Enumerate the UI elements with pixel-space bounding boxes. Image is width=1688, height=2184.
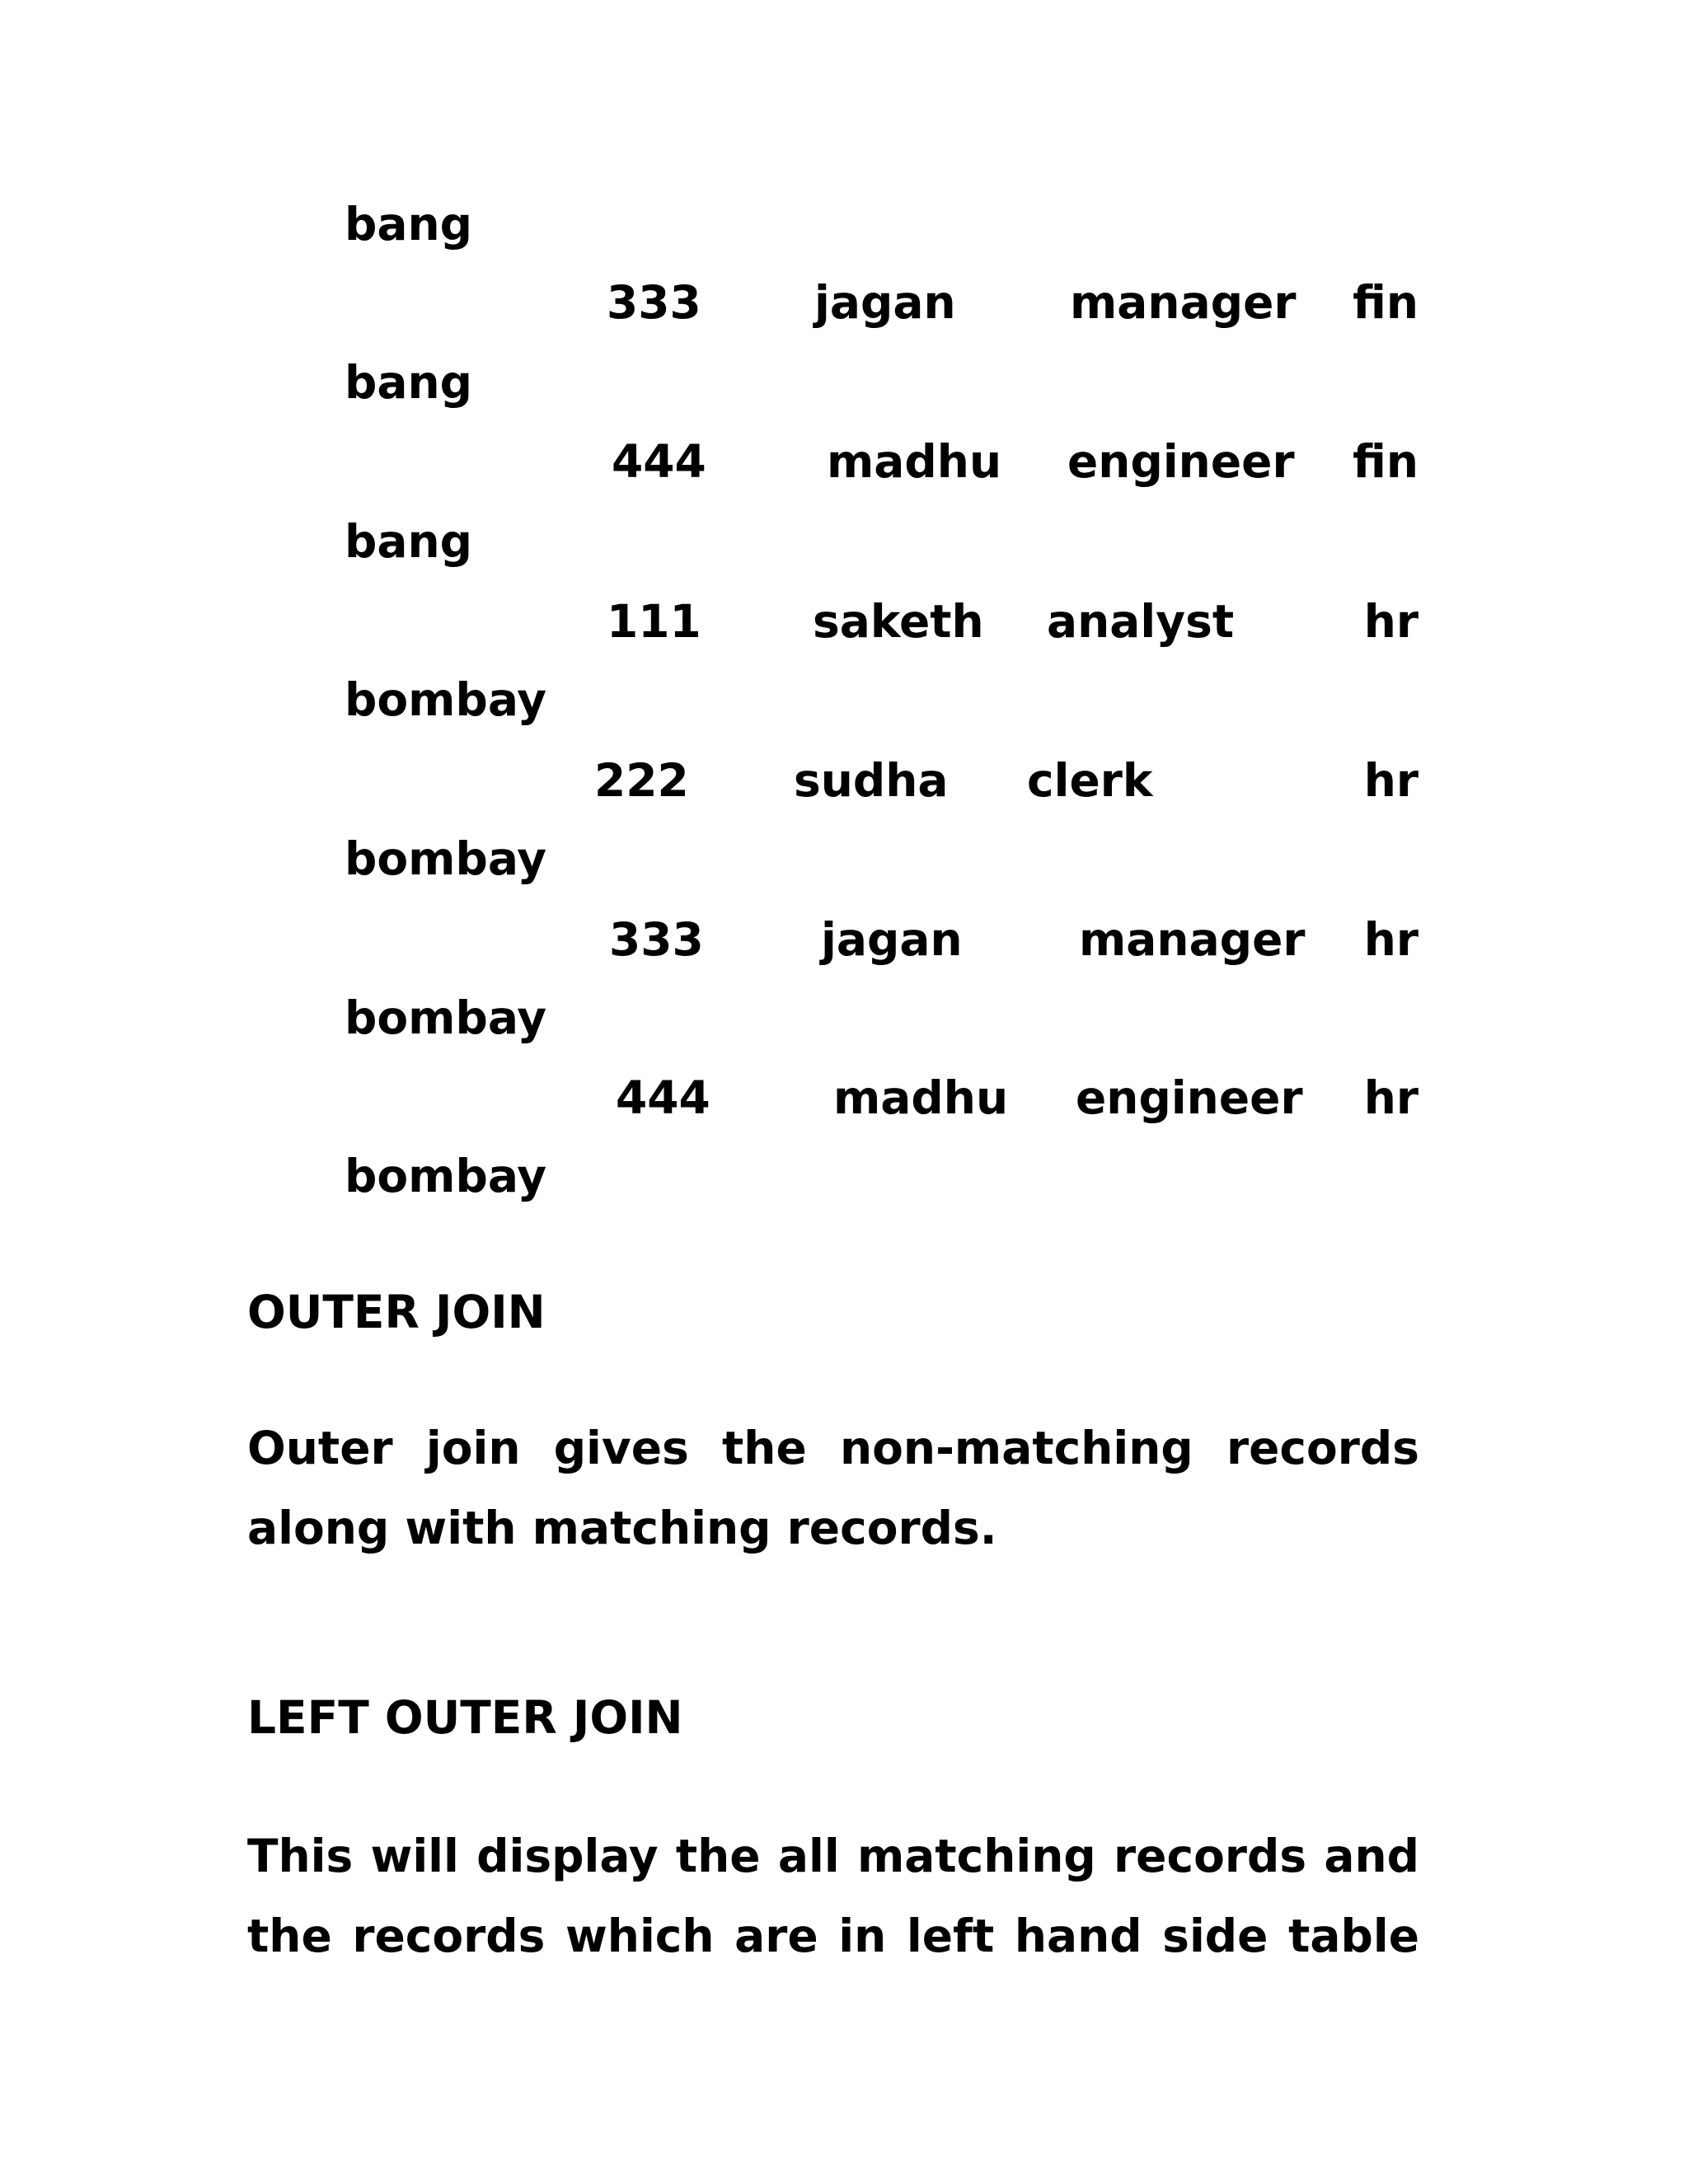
cell-city: bang xyxy=(345,356,473,409)
cell-city: bombay xyxy=(345,673,547,726)
cell-id: 444 xyxy=(616,1071,710,1124)
cell-id: 333 xyxy=(609,913,704,966)
cell-name: jagan xyxy=(814,276,956,329)
cell-city: bang xyxy=(345,515,473,568)
cell-id: 111 xyxy=(607,595,701,648)
cell-city: bombay xyxy=(345,991,547,1044)
cell-name: jagan xyxy=(821,913,963,966)
cell-name: madhu xyxy=(833,1071,1009,1124)
cell-dept: hr xyxy=(1363,595,1418,648)
cell-dept: fin xyxy=(1353,276,1418,329)
cell-city: bombay xyxy=(345,832,547,885)
cell-city: bombay xyxy=(345,1150,547,1202)
cell-id: 222 xyxy=(594,754,689,807)
paragraph-line: This will display the all matching records and xyxy=(247,1830,1419,1882)
cell-job: clerk xyxy=(1027,754,1153,807)
cell-city: bang xyxy=(345,198,473,251)
section-heading-left-outer-join: LEFT OUTER JOIN xyxy=(247,1691,683,1744)
paragraph-line: the records which are in left hand side table xyxy=(247,1910,1419,1962)
cell-job: manager xyxy=(1070,276,1296,329)
cell-dept: hr xyxy=(1363,913,1418,966)
cell-job: analyst xyxy=(1047,595,1235,648)
paragraph-line: Outer join gives the non-matching records xyxy=(247,1422,1419,1474)
cell-name: madhu xyxy=(827,435,1002,488)
cell-job: manager xyxy=(1079,913,1306,966)
cell-id: 333 xyxy=(607,276,701,329)
cell-name: saketh xyxy=(813,595,984,648)
cell-job: engineer xyxy=(1067,435,1295,488)
cell-id: 444 xyxy=(612,435,706,488)
cell-dept: hr xyxy=(1363,754,1418,807)
section-heading-outer-join: OUTER JOIN xyxy=(247,1286,546,1338)
cell-dept: hr xyxy=(1363,1071,1418,1124)
paragraph-line: along with matching records. xyxy=(247,1502,997,1554)
cell-name: sudha xyxy=(794,754,949,807)
cell-job: engineer xyxy=(1076,1071,1303,1124)
cell-dept: fin xyxy=(1353,435,1418,488)
